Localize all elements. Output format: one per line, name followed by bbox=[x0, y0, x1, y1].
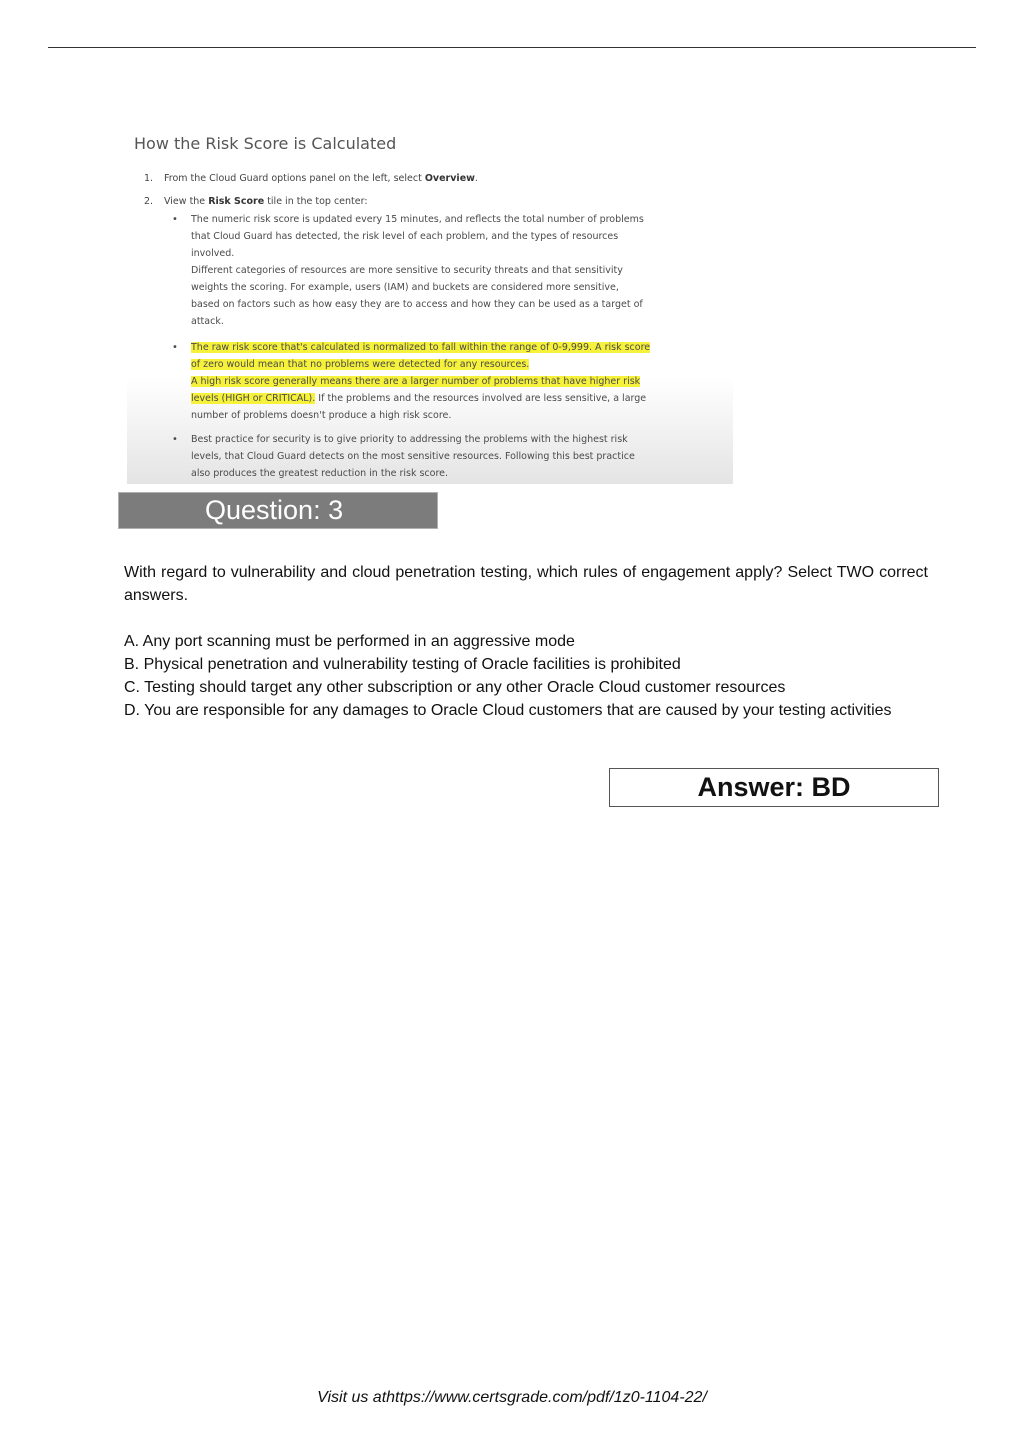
option-b: B. Physical penetration and vulnerability testing of Oracle facilities is prohibited bbox=[124, 656, 681, 673]
bullet-dot: • bbox=[172, 434, 178, 445]
highlighted-text: of zero would mean that no problems were detected for any resources. bbox=[191, 359, 530, 370]
footer-link[interactable]: Visit us athttps://www.certsgrade.com/pdf/1z0-1104-22/ bbox=[317, 1389, 707, 1406]
question-label: Question: 3 bbox=[205, 495, 344, 525]
top-rule bbox=[48, 47, 976, 48]
bullet-numeric-score: • The numeric risk score is updated every 15 minutes, and reflects the total number of problems that Cloud Guard has detected, the risk level of each problem, and the types of resources involved. Different categories of resources are more sensitive to security threats and that sensitivity weights the scoring. For example, users (IAM) and buckets are considered more sensitive, based on factors such as how easy they are to access and how they can be used as a target of attack. bbox=[191, 211, 644, 330]
answer-options bbox=[124, 630, 928, 722]
bullet-dot: • bbox=[172, 342, 178, 353]
question-text: With regard to vulnerability and cloud penetration testing, which rules of engagement apply? Select TWO correct answers. bbox=[124, 564, 928, 604]
screenshot-title: How the Risk Score is Calculated bbox=[134, 134, 397, 153]
highlighted-text: The raw risk score that's calculated is normalized to fall within the range of 0-9,999. A risk score bbox=[191, 342, 651, 353]
risk-score-screenshot: How the Risk Score is Calculated 1. From the Cloud Guard options panel on the left, select Overview. 2. View the Risk Score tile in the top center: • The numeric risk score is updated every 15 minutes, and reflects the total number of problems that Cloud Guard has detected, the risk level of each problem, and the types of resources involved. Different categories of resources are more sensitive to security threats and that sensitivity weights the scoring. For example, users (IAM) and buckets are considered more sensitive, based on factors such as how easy they are to access and how they can be used as a target of attack. • The raw risk score that's calculated is normalized to fall within the range of 0-9,999. A risk score of zero would mean that no problems were detected for any resources. A high risk score generally means there are a larger number of problems that have higher risk levels (HIGH or CRITICAL). If the problems and the resources involved are less sensitive, a large number of problems doesn't produce a high risk score. • Best practice for security is to give priority to addressing the problems with the highest risk levels, that Cloud Guard detects on the most sensitive resources. Following this best practice also produces the greatest reduction in the risk score. bbox=[127, 128, 733, 484]
question-header-bar bbox=[118, 492, 438, 529]
bullet-raw-score: • The raw risk score that's calculated is normalized to fall within the range of 0-9,999. A risk score of zero would mean that no problems were detected for any resources. A high risk score generally means there are a larger number of problems that have higher risk levels (HIGH or CRITICAL). If the problems and the resources involved are less sensitive, a large number of problems doesn't produce a high risk score. bbox=[191, 339, 650, 424]
option-c: C. Testing should target any other subscription or any other Oracle Cloud customer resources bbox=[124, 679, 786, 696]
answer-box bbox=[609, 768, 939, 807]
highlighted-text: levels (HIGH or CRITICAL). bbox=[191, 393, 316, 404]
option-a: A. Any port scanning must be performed in an aggressive mode bbox=[124, 633, 575, 650]
highlighted-text: A high risk score generally means there are a larger number of problems that have higher risk bbox=[191, 376, 641, 387]
option-d: D. You are responsible for any damages to Oracle Cloud customers that are caused by your testing activities bbox=[124, 702, 892, 719]
bullet-dot: • bbox=[172, 214, 178, 225]
answer-label: Answer: BD bbox=[697, 772, 851, 802]
bullet-best-practice: • Best practice for security is to give priority to addressing the problems with the highest risk levels, that Cloud Guard detects on the most sensitive resources. Following this best practice also produces the greatest reduction in the risk score. bbox=[191, 431, 635, 482]
